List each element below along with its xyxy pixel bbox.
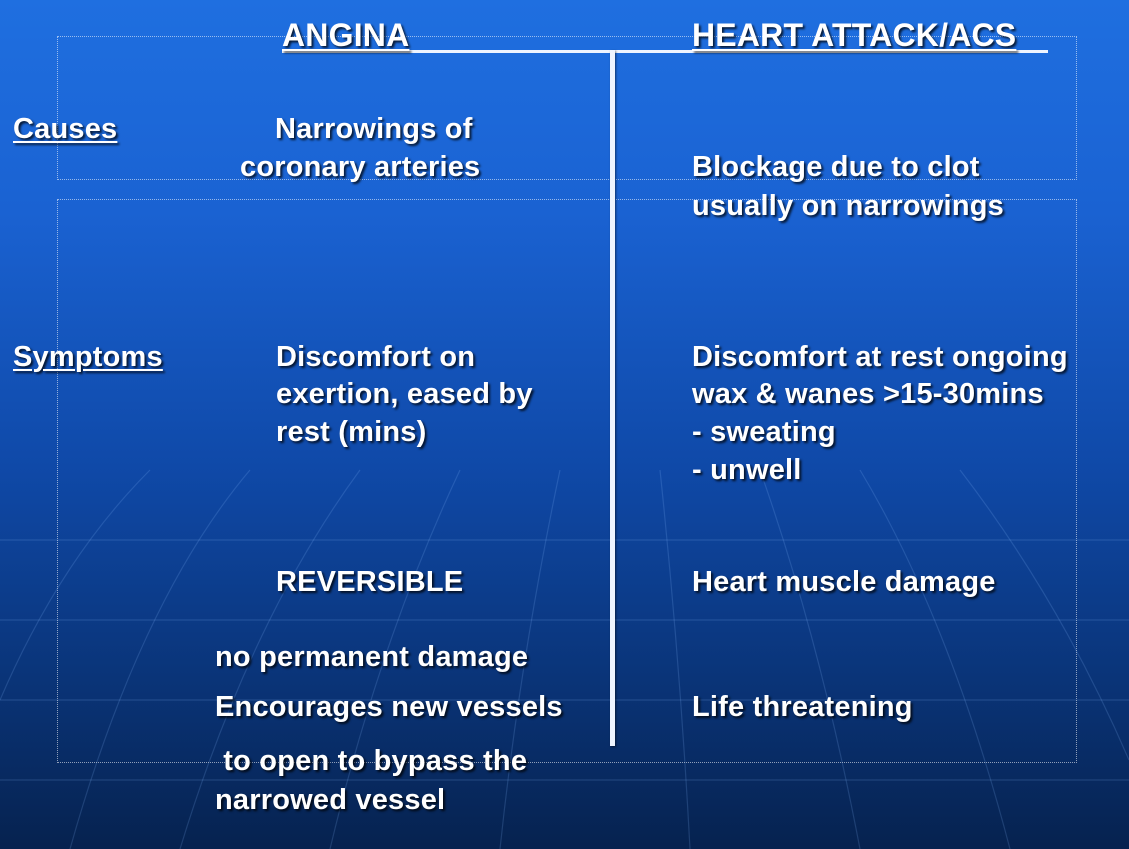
acs-cause-line-2: usually on narrowings [692,190,1004,222]
acs-symptom-line-4: - unwell [692,454,802,486]
angina-cause-line-2: coronary arteries [240,151,481,183]
angina-outcome-title: REVERSIBLE [276,566,464,598]
causes-label: Causes [13,113,118,145]
acs-cause-line-1: Blockage due to clot [692,151,980,183]
acs-symptom-line-3: - sweating [692,416,836,448]
angina-symptom-line-2: exertion, eased by [276,378,533,410]
angina-symptom-line-3: rest (mins) [276,416,427,448]
angina-note-line-3: to open to bypass the [215,745,528,777]
symptoms-label: Symptoms [13,341,163,373]
angina-header: ANGINA [282,17,410,53]
angina-symptom-line-1: Discomfort on [276,341,476,373]
acs-symptom-line-1: Discomfort at rest ongoing [692,341,1068,373]
angina-note-line-2: Encourages new vessels [215,691,563,723]
angina-note-line-4: narrowed vessel [215,784,446,816]
heart-attack-header: HEART ATTACK/ACS [692,17,1017,53]
column-divider [610,50,615,746]
bottom-frame [57,199,1077,763]
acs-symptom-line-2: wax & wanes >15-30mins [692,378,1044,410]
acs-outcome-title: Heart muscle damage [692,566,996,598]
angina-note-line-1: no permanent damage [215,641,529,673]
angina-cause-line-1: Narrowings of [275,113,473,145]
acs-note-line-1: Life threatening [692,691,913,723]
